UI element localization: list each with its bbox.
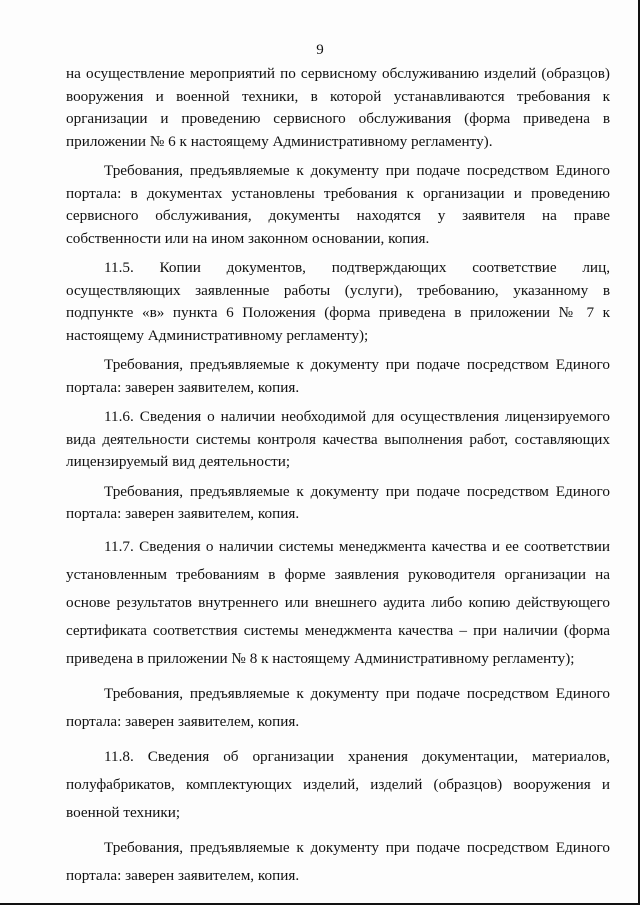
- paragraph-requirements-11-6: Требования, предъявляемые к документу при подаче посредством Единого портала: заверен заявителем, копия.: [66, 482, 610, 522]
- paragraph-requirements-11-5: Требования, предъявляемые к документу при подаче посредством Единого портала: заверен заявителем, копия.: [66, 356, 610, 396]
- paragraph-requirements-11-4: Требования, предъявляемые к документу при подаче посредством Единого портала: в документах установлены требования к организации и проведению сервисного обслуживания, документы находятся у заявителя на праве собственности или на ином законном основании, копия.: [66, 162, 610, 247]
- paragraph-continuation: на осуществление мероприятий по сервисному обслуживанию изделий (образцов) вооружения и военной техники, в которой устанавливаются требования к организации и проведению сервисного обслуживания (форма приведена в приложении № 6 к настоящему Административному регламенту).: [66, 65, 610, 150]
- paragraph-item-11-5: 11.5. Копии документов, подтверждающих соответствие лиц, осуществляющих заявленные работы (услуги), требованию, указанному в подпункте «в» пункта 6 Положения (форма приведена в приложении № 7 к настоящему Административному регламенту);: [66, 259, 610, 344]
- paragraph-requirements-11-7: Требования, предъявляемые к документу при подаче посредством Единого портала: заверен заявителем, копия.: [66, 684, 610, 730]
- paragraph-item-11-8: 11.8. Сведения об организации хранения документации, материалов, полуфабрикатов, комплектующих изделий, изделий (образцов) вооружения и военной техники;: [66, 747, 610, 821]
- page-number: 9: [316, 42, 324, 58]
- document-body: [66, 63, 610, 897]
- paragraph-item-11-6: 11.6. Сведения о наличии необходимой для осуществления лицензируемого вида деятельности системы контроля качества выполнения работ, составляющих лицензируемый вид деятельности;: [66, 408, 610, 470]
- paragraph-item-11-7: 11.7. Сведения о наличии системы менеджмента качества и ее соответствии установленным требованиям в форме заявления руководителя организации на основе результатов внутреннего или внешнего аудита либо копию действующего сертификата соответствия системы менеджмента качества – при наличии (форма приведена в приложении № 8 к настоящему Административному регламенту);: [66, 537, 610, 667]
- paragraph-requirements-11-8: Требования, предъявляемые к документу при подаче посредством Единого портала: заверен заявителем, копия.: [66, 838, 610, 884]
